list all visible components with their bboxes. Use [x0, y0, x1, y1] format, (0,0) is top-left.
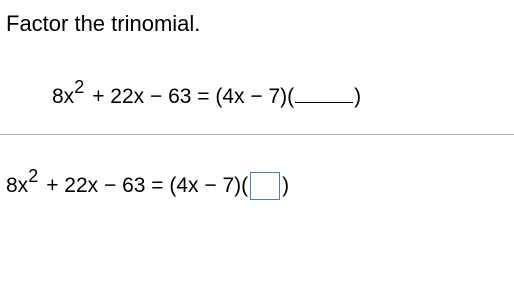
- answer-lead-term: 8x: [6, 174, 29, 197]
- answer-close-paren: ): [282, 174, 290, 197]
- answer-exponent: 2: [28, 166, 39, 186]
- problem-close-paren: ): [354, 85, 362, 108]
- answer-input[interactable]: [250, 172, 280, 200]
- section-divider: [0, 134, 514, 135]
- problem-exponent: 2: [74, 77, 85, 97]
- problem-lead-term: 8x: [52, 85, 75, 108]
- answer-row: [6, 166, 290, 200]
- instruction-text: Factor the trinomial.: [6, 11, 201, 36]
- problem-statement: [52, 77, 362, 110]
- problem-rest: + 22x − 63 = (4x − 7)(: [92, 85, 295, 108]
- problem-blank: [295, 84, 353, 103]
- answer-rest: + 22x − 63 = (4x − 7)(: [46, 174, 249, 197]
